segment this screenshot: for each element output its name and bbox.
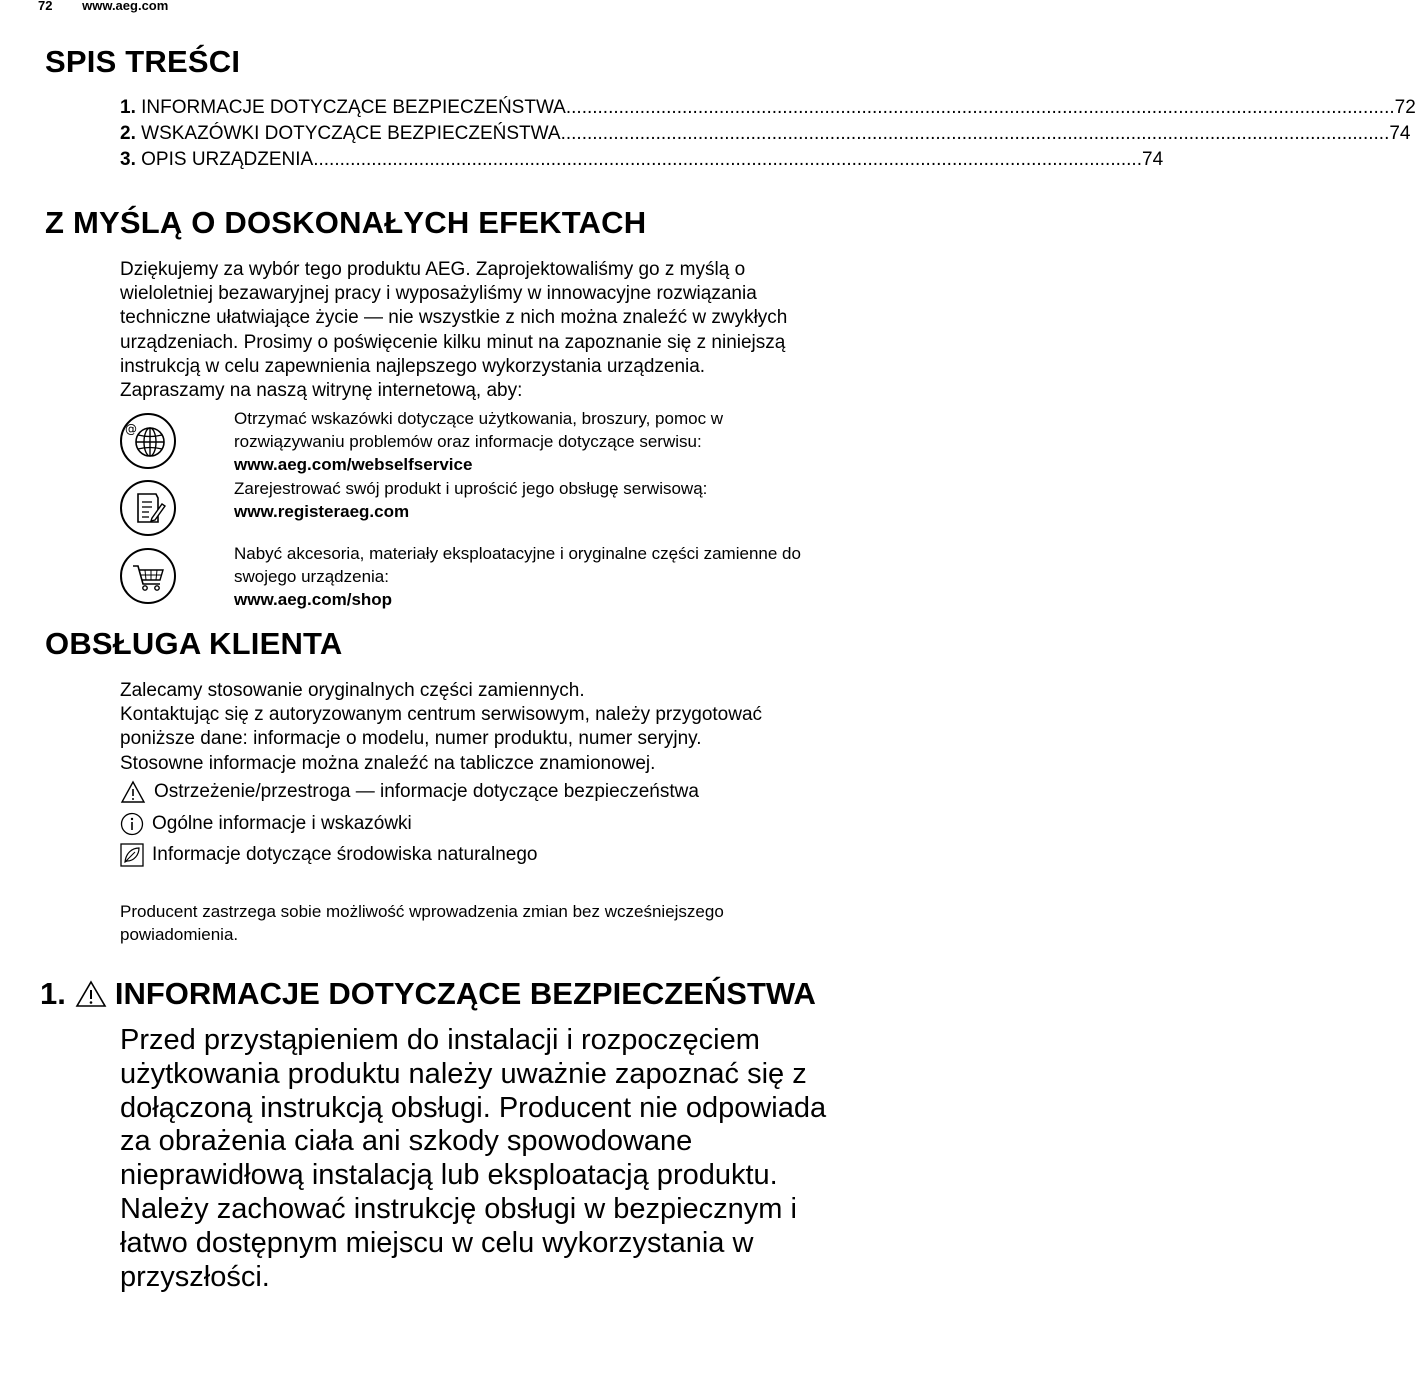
text-line: poniższe dane: informacje o modelu, numer produktu, numer seryjny. xyxy=(120,728,702,750)
text-line: dołączoną instrukcją obsługi. Producent nie odpowiada xyxy=(120,1091,827,1124)
text-line: Otrzymać wskazówki dotyczące użytkowania, broszury, pomoc w xyxy=(234,409,724,428)
text-line: rozwiązywaniu problemów oraz informacje dotyczące serwisu: xyxy=(234,431,702,451)
text-line: Zapraszamy na naszą witrynę internetową, aby: xyxy=(120,380,523,402)
text-line: Należy zachować instrukcję obsługi w bezpiecznym i xyxy=(120,1192,797,1225)
shop-link[interactable]: www.aeg.com/shop xyxy=(234,589,393,609)
toc-item-number: 3. xyxy=(120,149,136,170)
warning-triangle-icon xyxy=(120,780,146,804)
svg-text:@: @ xyxy=(125,422,137,436)
site-url[interactable]: www.aeg.com xyxy=(82,0,169,13)
toc-item-label: OPIS URZĄDZENIA xyxy=(135,149,314,170)
text-line: Producent zastrzega sobie możliwość wprowadzenia zmian bez wcześniejszego xyxy=(120,902,724,921)
toc-item-page: 74 xyxy=(1389,123,1411,144)
text-line: Zalecamy stosowanie oryginalnych części zamiennych. xyxy=(120,680,585,701)
text-line: wieloletniej bezawaryjnej pracy i wyposażyliśmy w innowacyjne rozwiązania xyxy=(120,283,757,305)
toc-item-label: INFORMACJE DOTYCZĄCE BEZPIECZEŃSTWA xyxy=(135,97,566,118)
page-header xyxy=(38,0,168,13)
register-notepad-icon xyxy=(120,480,176,536)
register-link-text xyxy=(234,478,914,524)
disclaimer-note xyxy=(120,900,910,946)
toc-item-number: 1. xyxy=(120,97,136,118)
web-link-text xyxy=(234,408,914,476)
shopping-cart-icon xyxy=(120,548,176,604)
text-line: użytkowania produktu należy uważnie zapoznać się z xyxy=(120,1057,807,1090)
table-of-contents xyxy=(120,97,1416,175)
intro-title: Z MYŚLĄ O DOSKONAŁYCH EFEKTACH xyxy=(45,205,647,240)
toc-dot-leader: ............................................................................................................................................................. xyxy=(565,97,1395,118)
text-line: Stosowne informacje można znaleźć na tabliczce znamionowej. xyxy=(120,752,656,774)
text-line: instrukcją w celu zapewnienia najlepszego wykorzystania urządzenia. xyxy=(120,355,706,377)
legend-environment xyxy=(120,843,537,867)
text-line: Dziękujemy za wybór tego produktu AEG. Zaprojektowaliśmy go z myślą o xyxy=(120,259,746,280)
toc-item[interactable] xyxy=(120,149,1164,175)
text-line: Kontaktując się z autoryzowanym centrum serwisowym, należy przygotować xyxy=(120,704,763,726)
toc-dot-leader: ............................................................................................................................................................. xyxy=(560,123,1390,144)
toc-item[interactable] xyxy=(120,97,1416,123)
toc-item-number: 2. xyxy=(120,123,136,144)
shop-link-text xyxy=(234,543,914,611)
toc-dot-leader: ............................................................................................................................................................. xyxy=(313,149,1142,170)
page-number: 72 xyxy=(38,0,53,13)
text-line: swojego urządzenia: xyxy=(234,566,389,586)
toc-item[interactable] xyxy=(120,123,1411,149)
toc-item-label: WSKAZÓWKI DOTYCZĄCE BEZPIECZEŃSTWA xyxy=(135,123,561,144)
section-1-intro xyxy=(120,1024,920,1294)
text-line: Zarejestrować swój produkt i uprościć jego obsługę serwisową: xyxy=(234,479,708,498)
legend-warning xyxy=(120,780,699,804)
text-line: łatwo dostępnym miejscu w celu wykorzystania w xyxy=(120,1226,754,1259)
legend-environment-text: Informacje dotyczące środowiska naturalnego xyxy=(152,844,538,865)
service-paragraph xyxy=(120,679,910,776)
text-line: za obrażenia ciała ani szkody spowodowane xyxy=(120,1125,693,1158)
webselfservice-link[interactable]: www.aeg.com/webselfservice xyxy=(234,454,473,474)
environment-leaf-icon xyxy=(120,843,144,867)
text-line: nieprawidłową instalacją lub eksploatacją produktu. xyxy=(120,1159,778,1192)
toc-title: SPIS TREŚCI xyxy=(45,44,241,79)
text-line: techniczne ułatwiające życie — nie wszystkie z nich można znaleźć w zwykłych xyxy=(120,307,788,329)
text-line: urządzeniach. Prosimy o poświęcenie kilku minut na zapoznanie się z niniejszą xyxy=(120,331,786,353)
web-globe-icon xyxy=(120,413,176,469)
registeraeg-link[interactable]: www.registeraeg.com xyxy=(234,501,410,521)
service-title: OBSŁUGA KLIENTA xyxy=(45,626,343,661)
section-title: INFORMACJE DOTYCZĄCE BEZPIECZEŃSTWA xyxy=(114,976,816,1011)
text-line: Nabyć akcesoria, materiały eksploatacyjne i oryginalne części zamienne do xyxy=(234,544,801,563)
toc-item-page: 74 xyxy=(1142,149,1164,170)
intro-paragraph xyxy=(120,258,910,403)
legend-info-text: Ogólne informacje i wskazówki xyxy=(152,813,412,834)
toc-item-page: 72 xyxy=(1394,97,1416,118)
text-line: powiadomienia. xyxy=(120,925,239,944)
section-1-heading xyxy=(40,976,816,1012)
text-line: przyszłości. xyxy=(120,1260,270,1293)
legend-info xyxy=(120,812,412,836)
text-line: Przed przystąpieniem do instalacji i rozpoczęciem xyxy=(120,1024,760,1056)
section-number: 1. xyxy=(40,976,66,1011)
info-circle-icon xyxy=(120,812,144,836)
warning-triangle-icon xyxy=(75,979,107,1009)
legend-warning-text: Ostrzeżenie/przestroga — informacje dotyczące bezpieczeństwa xyxy=(154,781,699,802)
